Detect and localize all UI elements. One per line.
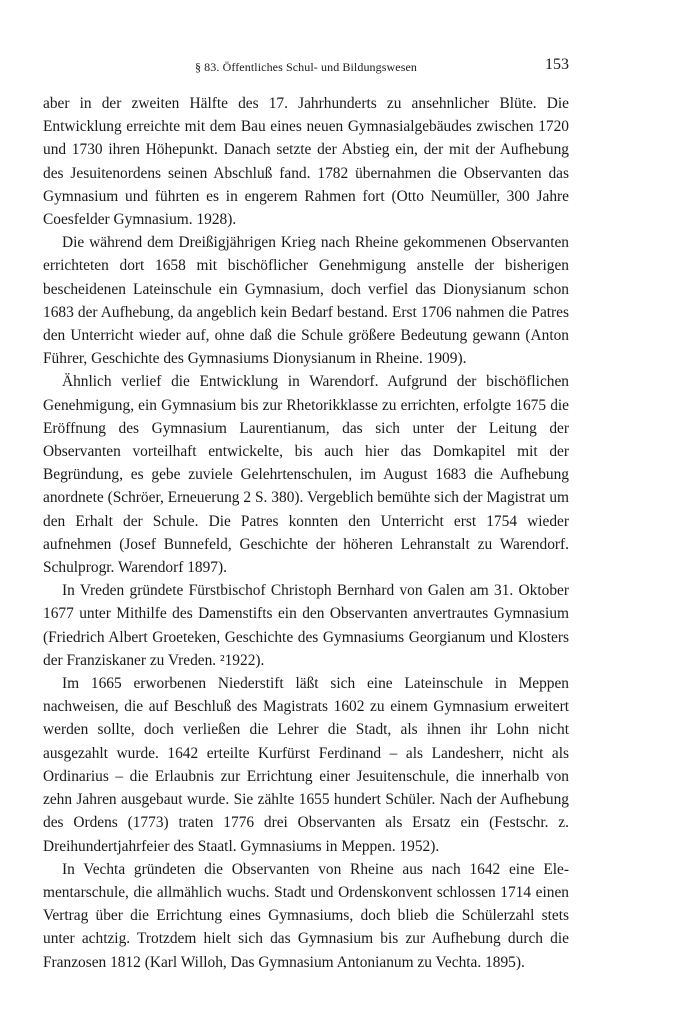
body-text [43,92,569,974]
paragraph-vechta: In Vechta gründeten die Observanten von Rheine aus nach 1642 eine Elementarschule, die allmählich wuchs. Stadt und Ordenskonvent schlossen 1714 einen Vertrag über die Errichtung eines Gymnasiums, doch blieb die Schülerzahl stets unter achtzig. Trotzdem hielt sich das Gymnasium bis zur Aufhebung durch die Franzosen 1812 (Karl Willoh, Das Gymnasium Antonianum zu Vechta. 1895). [43,860,569,971]
page [43,56,569,974]
running-head [43,56,569,80]
page-number: 153 [545,56,569,73]
paragraph-coesfeld: aber in der zweiten Hälfte des 17. Jahrhunderts zu ansehnlicher Blüte. Die Entwicklung erreichte mit dem Bau eines neuen Gymnasialgebäudes zwischen 1720 und 1730 ihren Höhepunkt. Danach setzte der Abstieg ein, der mit der Aufhebung des Jesuitenordens seinen Abschluß fand. 1782 übernahmen die Observanten das Gymnasium und führten es in engerem Rahmen fort (Otto Neumüller, 300 Jahre Coesfelder Gymnasium. 1928). [43,95,569,229]
running-head-title: § 83. Öffentliches Schul- und Bildungswesen [194,60,418,74]
paragraph-rheine: Die während dem Dreißigjährigen Krieg nach Rheine gekommenen Observanten errichteten dort 1658 mit bischöflicher Genehmigung anstelle der bisherigen bescheidenen Lateinschule ein Gymnasium, doch verfiel das Dionysianum schon 1683 der Aufhebung, da angeblich kein Bedarf bestand. Erst 1706 nahmen die Patres den Unterricht wieder auf, ohne daß die Schule größere Bedeutung gewann (Anton Führer, Geschichte des Gymnasiums Dionysianum in Rheine. 1909). [43,234,569,368]
paragraph-vreden: In Vreden gründete Fürstbischof Christoph Bernhard von Galen am 31. Oktober 1677 unter Mithilfe des Damenstifts ein den Observanten anvertrautes Gymnasium (Friedrich Albert Groeteken, Geschichte des Gymnasiums Georgianum und Klosters der Franziskaner zu Vreden. ²1922). [43,582,569,669]
paragraph-meppen: Im 1665 erworbenen Niederstift läßt sich eine Lateinschule in Meppen nachweisen, die auf Beschluß des Magistrats 1602 zu einem Gymnasium erweitert werden sollte, doch verließen die Lehrer die Stadt, als ihnen ihr Lohn nicht ausgezahlt wurde. 1642 erteilte Kurfürst Ferdinand – als Landesherr, nicht als Ordinarius – die Erlaubnis zur Errichtung einer Jesuitenschule, die innerhalb von zehn Jahren ausgebaut wurde. Sie zählte 1655 hundert Schüler. Nach der Aufhebung des Ordens (1773) traten 1776 drei Observanten als Ersatz ein (Festschr. z. Dreihundertjahrfeier des Staatl. Gymnasiums in Meppen. 1952). [43,675,569,855]
paragraph-warendorf: Ähnlich verlief die Entwicklung in Warendorf. Aufgrund der bischöflichen Genehmigung, ein Gymnasium bis zur Rhetorikklasse zu errichten, erfolgte 1675 die Eröffnung des Gymnasium Laurentianum, das sich unter der Leitung der Observanten vorteilhaft entwickelte, bis auch hier das Domkapitel mit der Begründung, es gebe zuviele Gelehrtenschulen, im August 1683 die Aufhebung anordnete (Schröer, Erneuerung 2 S. 380). Vergeblich bemühte sich der Magistrat um den Erhalt der Schule. Die Patres konnten den Unterricht erst 1754 wieder aufnehmen (Josef Bunnefeld, Geschichte der höheren Lehranstalt zu Warendorf. Schulprogr. Warendorf 1897). [43,373,569,577]
